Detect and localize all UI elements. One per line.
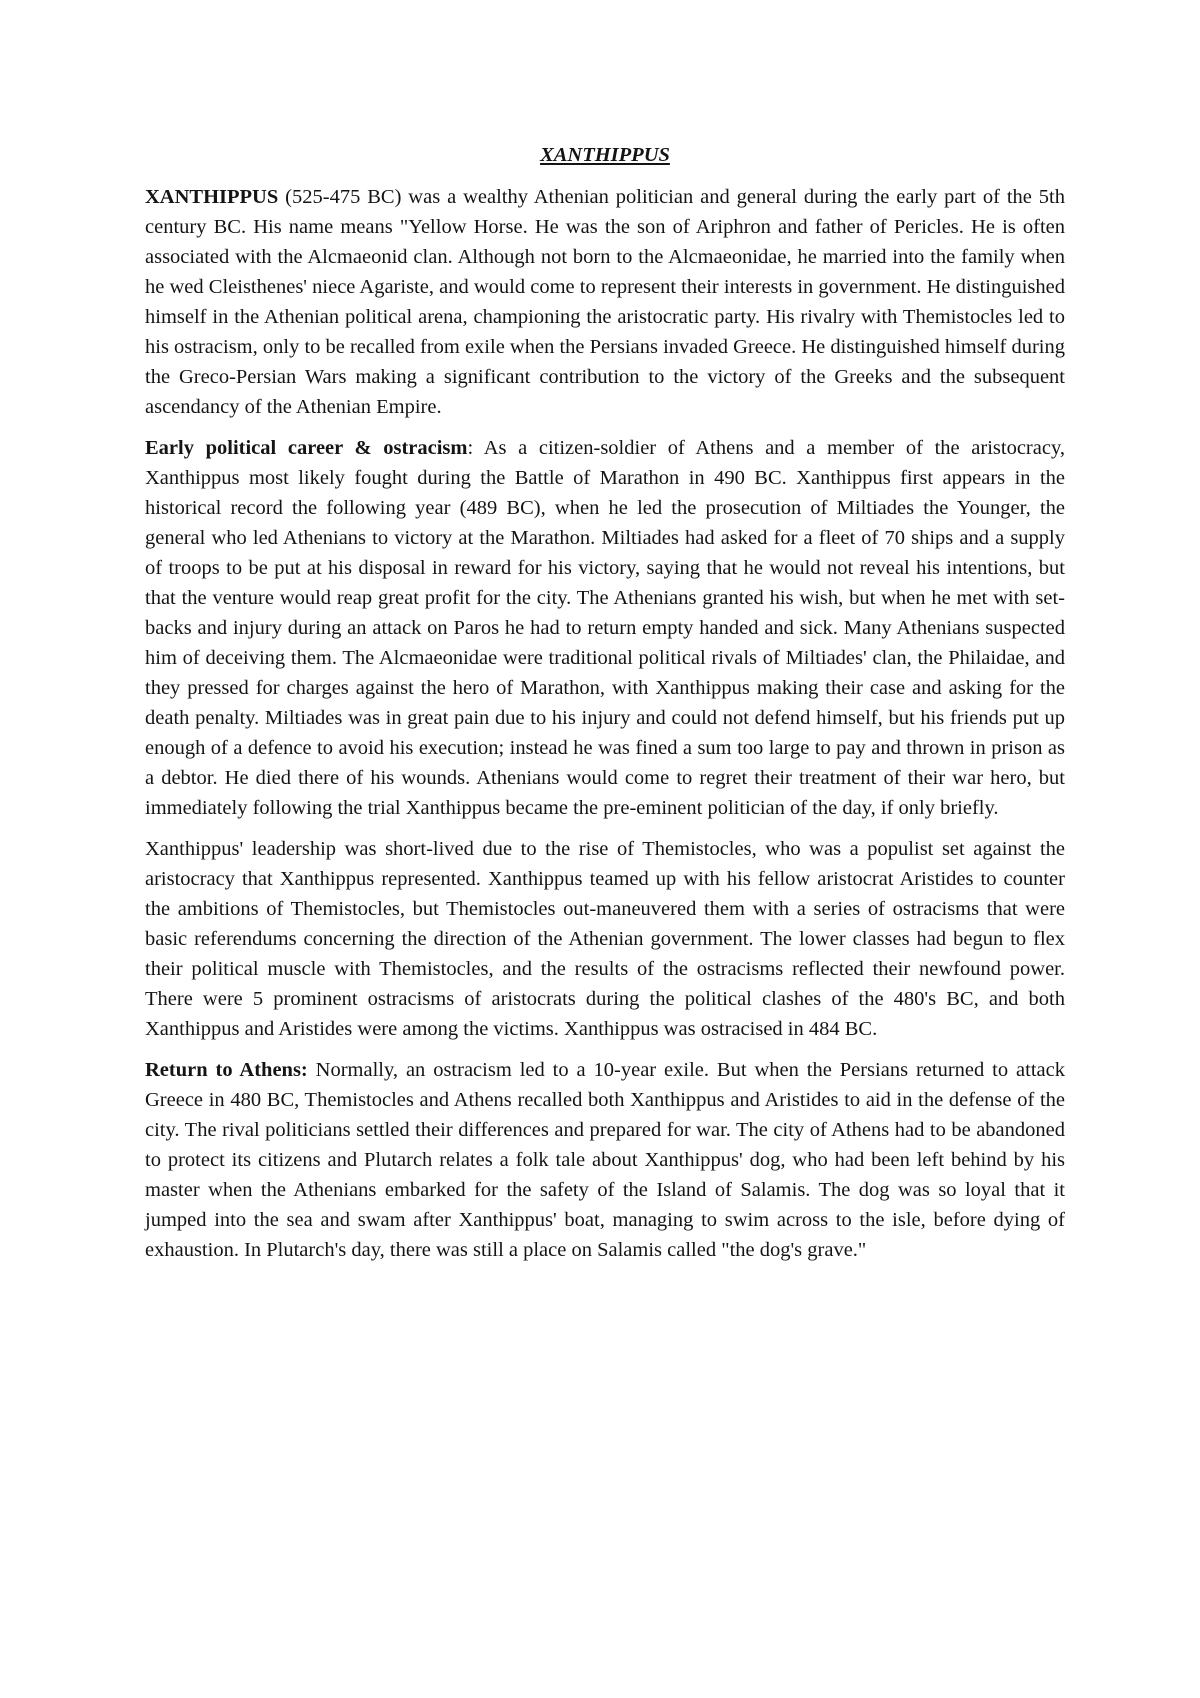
paragraph-leadership [145, 834, 1065, 1044]
paragraph-lead: Return to Athens: [145, 1059, 308, 1081]
paragraph-text: Normally, an ostracism led to a 10-year exile. But when the Persians returned to attack Greece in 480 BC, Themistocles and Athens recalled both Xanthippus and Aristides to aid in the defense of the city. The rival politicians settled their differences and prepared for war. The city of Athens had to be abandoned to protect its citizens and Plutarch relates a folk tale about Xanthippus' dog, who had been left behind by his master when the Athenians embarked for the safety of the Island of Salamis. The dog was so loyal that it jumped into the sea and swam after Xanthippus' boat, managing to swim across to the isle, before dying of exhaustion. In Plutarch's day, there was still a place on Salamis called "the dog's grave." [145, 1059, 1065, 1261]
document-title: XANTHIPPUS [540, 144, 670, 166]
paragraph-lead: XANTHIPPUS [145, 186, 279, 208]
paragraph-text: Xanthippus' leadership was short-lived due to the rise of Themistocles, who was a populist set against the aristocracy that Xanthippus represented. Xanthippus teamed up with his fellow aristocrat Aristides to counter the ambitions of Themistocles, but Themistocles out-maneuvered them with a series of ostracisms that were basic referendums concerning the direction of the Athenian government. The lower classes had begun to flex their political muscle with Themistocles, and the results of the ostracisms reflected their newfound power. There were 5 prominent ostracisms of aristocrats during the political clashes of the 480's BC, and both Xanthippus and Aristides were among the victims. Xanthippus was ostracised in 484 BC. [145, 838, 1065, 1040]
paragraph-lead: Early political career & ostracism [145, 437, 468, 459]
paragraph-text: (525-475 BC) was a wealthy Athenian politician and general during the early part of the 5th century BC. His name means "Yellow Horse. He was the son of Ariphron and father of Pericles. He is often associated with the Alcmaeonid clan. Although not born to the Alcmaeonidae, he married into the family when he wed Cleisthenes' niece Agariste, and would come to represent their interests in government. He distinguished himself in the Athenian political arena, championing the aristocratic party. His rivalry with Themistocles led to his ostracism, only to be recalled from exile when the Persians invaded Greece. He distinguished himself during the Greco-Persian Wars making a significant contribution to the victory of the Greeks and the subsequent ascendancy of the Athenian Empire. [145, 186, 1065, 418]
paragraph-intro [145, 182, 1065, 422]
paragraph-return-to-athens [145, 1055, 1065, 1265]
paragraph-text: : As a citizen-soldier of Athens and a member of the aristocracy, Xanthippus most likely fought during the Battle of Marathon in 490 BC. Xanthippus first appears in the historical record the following year (489 BC), when he led the prosecution of Miltiades the Younger, the general who led Athenians to victory at the Marathon. Miltiades had asked for a fleet of 70 ships and a supply of troops to be put at his disposal in reward for his victory, saying that he would not reveal his intentions, but that the venture would reap great profit for the city. The Athenians granted his wish, but when he met with set-backs and injury during an attack on Paros he had to return empty handed and sick. Many Athenians suspected him of deceiving them. The Alcmaeonidae were traditional political rivals of Miltiades' clan, the Philaidae, and they pressed for charges against the hero of Marathon, with Xanthippus making their case and asking for the death penalty. Miltiades was in great pain due to his injury and could not defend himself, but his friends put up enough of a defence to avoid his execution; instead he was fined a sum too large to pay and thrown in prison as a debtor. He died there of his wounds. Athenians would come to regret their treatment of their war hero, but immediately following the trial Xanthippus became the pre-eminent politician of the day, if only briefly. [145, 437, 1065, 819]
paragraph-early-career [145, 433, 1065, 823]
document-page [145, 140, 1065, 1276]
